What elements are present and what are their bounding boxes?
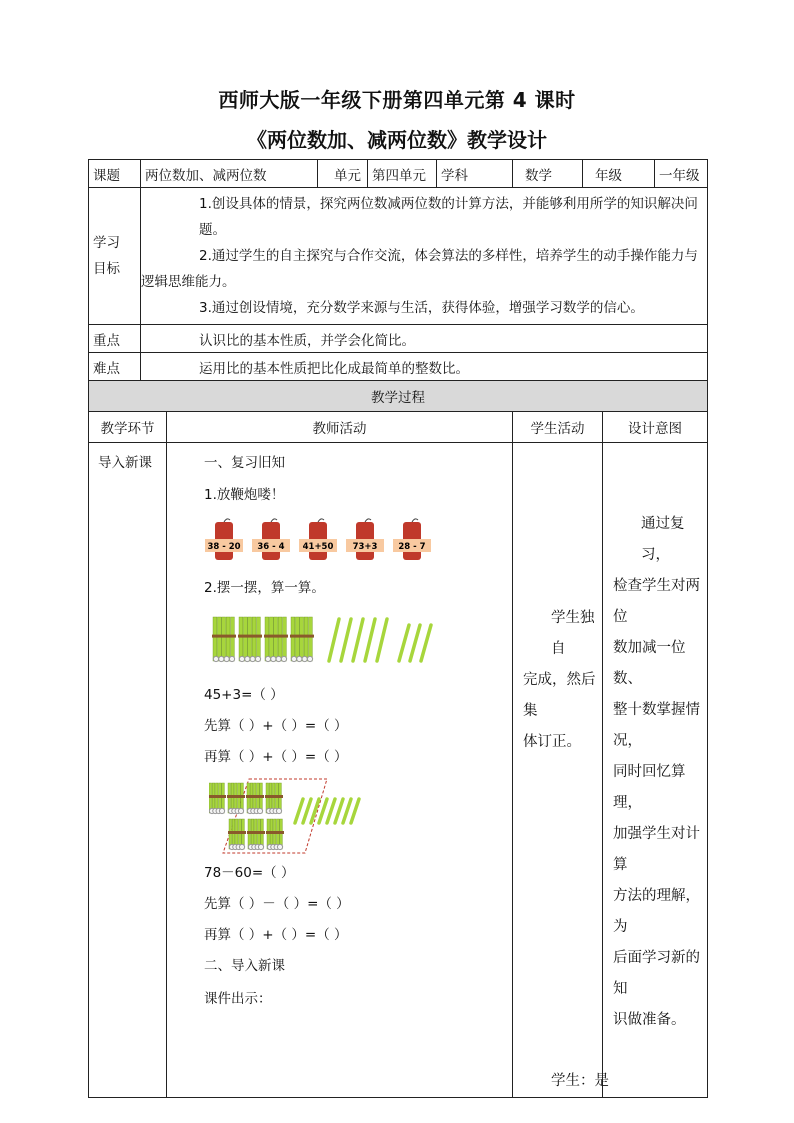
process-row (89, 443, 708, 1098)
subject-label: 学科 (437, 160, 513, 188)
stick-bundle (290, 617, 314, 662)
key-label: 重点 (89, 325, 141, 353)
intent-line-6: 加强学生对计算 (613, 826, 700, 873)
stick-bundle (265, 783, 283, 814)
single-stick (343, 799, 351, 823)
subject-value: 数学 (513, 160, 583, 188)
new-lesson-heading: 二、导入新课 (204, 958, 285, 974)
goals-label-1: 学习 (93, 235, 120, 251)
firecracker (346, 519, 384, 560)
intent-line-8: 后面学习新的知 (613, 950, 700, 997)
process-title: 教学过程 (89, 381, 708, 412)
equation-1: 45+3=（ ） (204, 687, 284, 703)
unit-label: 单元 (318, 160, 368, 188)
student-bottom: 学生：是 (551, 1073, 609, 1089)
student-activity (517, 443, 609, 1097)
firecracker-illustration (201, 516, 441, 566)
stick-bundle (209, 783, 226, 814)
bundle-sticks-illustration-1 (211, 611, 451, 667)
design-intent (607, 443, 703, 1097)
review-heading: 一、复习旧知 (204, 455, 285, 471)
single-stick (329, 619, 339, 661)
stick-bundle (227, 783, 245, 814)
firecracker (252, 519, 290, 560)
difficulty-text: 运用比的基本性质把比化成最简单的整数比。 (141, 353, 708, 381)
difficulty-label: 难点 (89, 353, 141, 381)
stick-bundle (212, 617, 236, 662)
firecracker-label: 28 - 7 (398, 542, 426, 552)
stick-bundle (247, 819, 265, 850)
single-stick (421, 625, 431, 661)
student-line-2: 完成，然后集 (523, 672, 596, 719)
topic-value: 两位数加、减两位数 (141, 160, 318, 188)
intent-line-5: 同时回忆算理， (613, 764, 686, 811)
equation-1-first: 先算（ ）+（ ）=（ ） (204, 718, 348, 734)
firecracker-label: 41+50 (302, 542, 334, 552)
stick-bundle (264, 617, 288, 662)
single-stick (410, 625, 420, 661)
equation-2: 78－60=（ ） (204, 865, 295, 881)
single-stick (295, 799, 303, 823)
stick-bundle (238, 617, 262, 662)
firecracker-label: 36 - 4 (257, 542, 285, 552)
equation-1-then: 再算（ ）+（ ）=（ ） (204, 749, 348, 765)
single-stick (377, 619, 387, 661)
stick-bundle (228, 819, 246, 850)
page-subtitle: 《两位数加、减两位数》教学设计 (247, 128, 547, 152)
column-header-row (89, 412, 708, 443)
intent-line-7: 方法的理解，为 (613, 888, 700, 935)
sticks-title: 2.摆一摆，算一算。 (204, 580, 325, 596)
single-stick (341, 619, 351, 661)
stick-bundle (266, 819, 284, 850)
single-stick (327, 799, 335, 823)
intent-line-1: 通过复习， (641, 516, 685, 563)
student-line-3: 体订正。 (523, 734, 581, 750)
firecracker-label: 38 - 20 (207, 542, 241, 552)
equation-2-then: 再算（ ）+（ ）=（ ） (204, 927, 348, 943)
student-line-1: 学生独自 (551, 610, 595, 657)
firecracker-title: 1.放鞭炮喽！ (204, 487, 285, 503)
goal-item-1: 1.创设具体的情景，探究两位数减两位数的计算方法，并能够利用所学的知识解决问题。 (199, 196, 698, 238)
intent-line-4: 整十数掌握情况， (613, 702, 700, 749)
grade-value: 一年级 (655, 160, 708, 188)
teacher-activity (171, 443, 508, 1097)
firecracker (205, 519, 243, 560)
info-row (89, 160, 708, 188)
key-text: 认识比的基本性质，并学会化简比。 (141, 325, 708, 353)
single-stick (351, 799, 359, 823)
courseware-label: 课件出示： (204, 991, 272, 1007)
firecracker-label: 73+3 (352, 542, 378, 552)
difficulty-row (89, 353, 708, 381)
col-stage: 教学环节 (89, 412, 167, 443)
intent-line-2: 检查学生对两位 (613, 578, 700, 625)
lesson-table (88, 159, 708, 1098)
col-intent: 设计意图 (603, 412, 708, 443)
page-title: 西师大版一年级下册第四单元第 4 课时 (218, 88, 576, 112)
intent-line-3: 数加减一位数、 (613, 640, 686, 687)
single-stick (399, 625, 409, 661)
unit-value: 第四单元 (368, 160, 437, 188)
firecracker (393, 519, 431, 560)
col-teacher: 教师活动 (167, 412, 513, 443)
single-stick (365, 619, 375, 661)
stage-name: 导入新课 (98, 455, 152, 471)
goals-row (89, 188, 708, 325)
col-student: 学生活动 (513, 412, 603, 443)
intent-line-9: 识做准备。 (613, 1012, 686, 1028)
equation-2-first: 先算（ ）－（ ）=（ ） (204, 896, 350, 912)
stick-bundle (246, 783, 264, 814)
single-stick (303, 799, 311, 823)
firecracker (299, 519, 337, 560)
topic-label: 课题 (89, 160, 141, 188)
grade-label: 年级 (583, 160, 655, 188)
bundle-sticks-illustration-2 (209, 777, 369, 857)
single-stick (353, 619, 363, 661)
goal-item-2: 2.通过学生的自主探究与合作交流，体会算法的多样性，培养学生的动手操作能力与逻辑思维能力。 (141, 248, 698, 290)
key-row (89, 325, 708, 353)
goals-label-2: 目标 (93, 261, 120, 277)
goal-item-3: 3.通过创设情境，充分数学来源与生活，获得体验，增强学习数学的信心。 (199, 300, 644, 316)
single-stick (335, 799, 343, 823)
